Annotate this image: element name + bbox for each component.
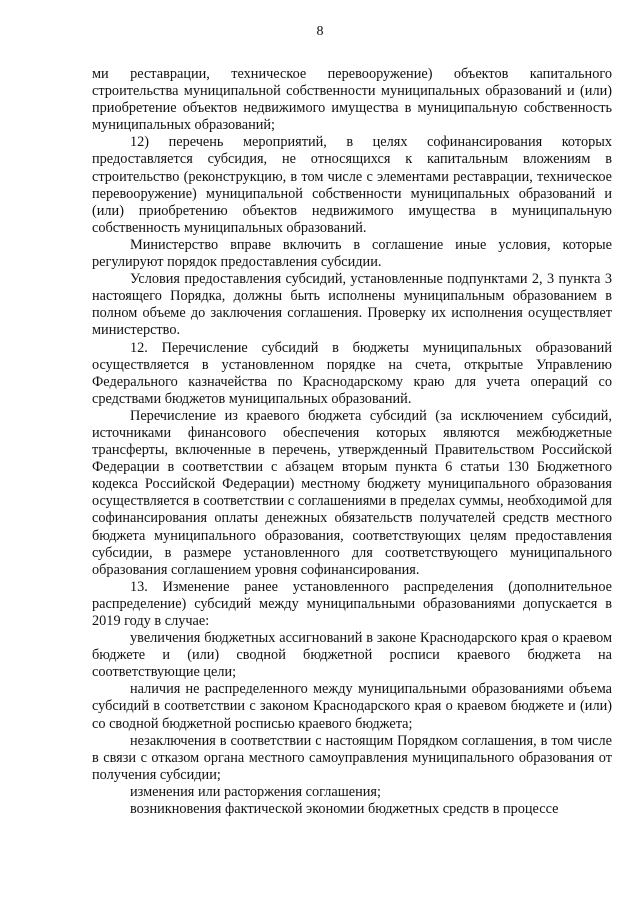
paragraph-section-12: 12. Перечисление субсидий в бюджеты муниципальных образований осуществляется в установленном порядке на счета, открытые Управлению Федерального казначейства по Краснодарскому краю для учета операций со средствами бюджетов муниципальных образований. <box>92 339 612 407</box>
paragraph-item-12-list: 12) перечень мероприятий, в целях софинансирования которых предоставляется субсидия, не относящихся к капитальным вложениям в строительство (реконструкцию, в том числе с элементами реставрации, техническое перевооружение) муниципальной собственности муниципальных образований и (или) приобретению объектов недвижимого имущества в муниципальную собственность муниципальных образований. <box>92 134 612 236</box>
paragraph-continuation: ми реставрации, техническое перевооружение) объектов капитального строительства муниципальной собственности муниципальных образований и (или) приобретение объектов недвижимого имущества в муниципальную собственность муниципальных образований; <box>92 66 612 134</box>
paragraph-case-no-agreement: незаключения в соответствии с настоящим Порядком соглашения, в том числе в связи с отказом органа местного самоуправления муниципального образования от получения субсидии; <box>92 732 612 783</box>
paragraph-section-13: 13. Изменение ранее установленного распределения (дополнительное распределение) субсидий между муниципальными образованиями допускается в 2019 году в случае: <box>92 578 612 629</box>
paragraph-conditions-fulfillment: Условия предоставления субсидий, установленные подпунктами 2, 3 пункта 3 настоящего Порядка, должны быть исполнены муниципальным образованием в полном объеме до заключения соглашения. Проверку их исполнения осуществляет министерство. <box>92 271 612 339</box>
paragraph-transfer-rules: Перечисление из краевого бюджета субсидий (за исключением субсидий, источниками финансового обеспечения которых являются межбюджетные трансферты, включенные в перечень, утвержденный Правительством Российской Федерации в соответствии с абзацем вторым пункта 6 статьи 130 Бюджетного кодекса Российской Федерации) местному бюджету муниципального образования осуществляется в соответствии с соглашениями в пределах суммы, необходимой для софинансирования оплаты денежных обязательств получателей средств местного бюджета муниципального образования, соответствующих целям предоставления субсидии, в размере установленного для соответствующего муниципального образования соглашением уровня софинансирования. <box>92 407 612 578</box>
page-number: 8 <box>316 24 324 39</box>
paragraph-case-increase: увеличения бюджетных ассигнований в законе Краснодарского края о краевом бюджете и (или) сводной бюджетной росписи краевого бюджета на соответствующие цели; <box>92 630 612 681</box>
paragraph-case-savings: возникновения фактической экономии бюджетных средств в процессе <box>130 801 559 818</box>
paragraph-case-change: изменения или расторжения соглашения; <box>130 783 381 800</box>
paragraph-case-undistributed: наличия не распределенного между муниципальными образованиями объема субсидий в соответствии с законом Краснодарского края о краевом бюджете и (или) со сводной бюджетной росписью краевого бюджета; <box>92 681 612 732</box>
paragraph-ministry-conditions: Министерство вправе включить в соглашение иные условия, которые регулируют порядок предоставления субсидии. <box>92 236 612 271</box>
document-body <box>92 66 612 818</box>
